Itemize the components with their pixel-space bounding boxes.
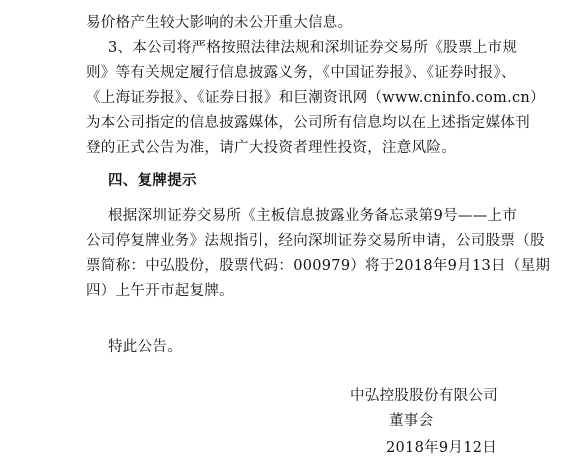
paragraph-line: 公司停复牌业务》法规指引，经向深圳证券交易所申请，公司股票（股 [86, 233, 545, 249]
signature-date: 2018年9月12日 [386, 440, 498, 456]
signature-board: 董事会 [389, 413, 434, 429]
section-heading: 四、复牌提示 [108, 173, 197, 189]
closing-text: 特此公告。 [108, 339, 182, 355]
paragraph-line: 根据深圳证券交易所《主板信息披露业务备忘录第9号——上市 [108, 208, 518, 224]
paragraph-line: 票简称：中弘股份，股票代码：000979）将于2018年9月13日（星期 [86, 258, 551, 274]
paragraph-line: 则》等有关规定履行信息披露义务，《中国证券报》、《证券时报》、 [86, 65, 516, 81]
paragraph-line: 易价格产生较大影响的未公开重大信息。 [86, 15, 353, 31]
paragraph-line: 《上海证券报》、《证券日报》和巨潮资讯网（www.cninfo.com.cn） [86, 90, 545, 106]
paragraph-line: 四）上午开市起复牌。 [86, 283, 234, 299]
paragraph-line: 3、本公司将严格按照法律法规和深圳证券交易所《股票上市规 [108, 40, 518, 56]
paragraph-line: 登的正式公告为准，请广大投资者理性投资，注意风险。 [86, 140, 456, 156]
paragraph-line: 为本公司指定的信息披露媒体，公司所有信息均以在上述指定媒体刊 [86, 115, 530, 131]
signature-company: 中弘控股股份有限公司 [350, 388, 498, 404]
